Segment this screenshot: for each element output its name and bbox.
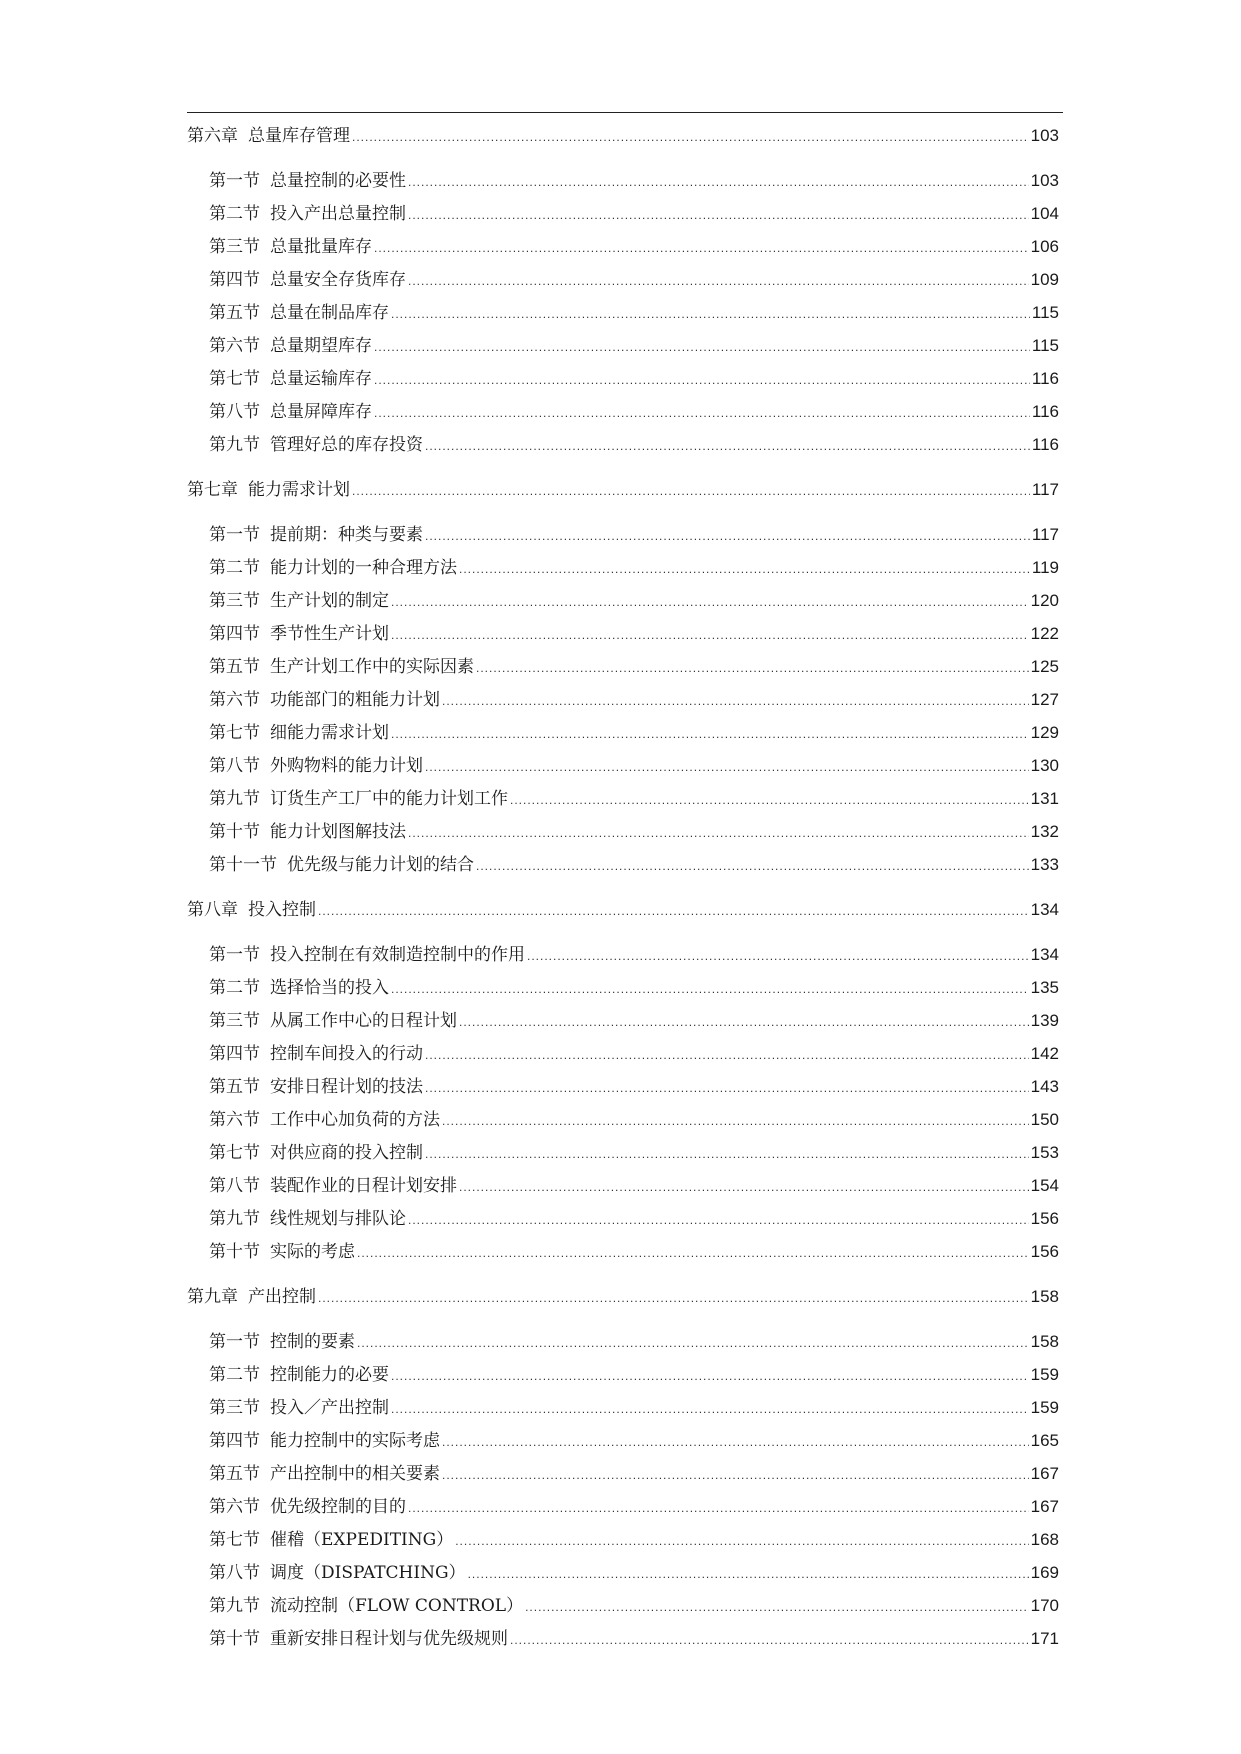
toc-section-entry[interactable]: [187, 782, 1063, 815]
toc-section-entry[interactable]: [187, 716, 1063, 749]
dot-leader: [408, 817, 1029, 850]
toc-section-entry[interactable]: [187, 1070, 1063, 1103]
toc-page-number: 167: [1030, 1497, 1059, 1516]
toc-entry-title: 优先级控制的目的: [270, 1497, 406, 1517]
toc-entry-number: 第八节: [209, 756, 260, 776]
toc-entry-label: [209, 618, 389, 651]
toc-entry-title: 线性规划与排队论: [270, 1209, 406, 1229]
toc-entry-label: [209, 1491, 406, 1524]
toc-entry-number: 第四节: [209, 270, 260, 290]
dot-leader: [357, 1327, 1029, 1360]
dot-leader: [391, 619, 1029, 652]
toc-section-entry[interactable]: [187, 1169, 1063, 1202]
toc-page-number: 115: [1031, 336, 1059, 355]
toc-page-number: 122: [1030, 624, 1059, 643]
toc-page-number: 117: [1031, 525, 1059, 544]
dot-leader: [357, 1237, 1029, 1270]
toc-entry-title: 总量屏障库存: [270, 402, 372, 422]
toc-chapter-entry[interactable]: [187, 1280, 1063, 1313]
toc-section-entry[interactable]: [187, 230, 1063, 263]
dot-leader: [352, 475, 1030, 508]
toc-entry-number: 第五节: [209, 657, 260, 677]
toc-entry-label: [209, 396, 372, 429]
toc-entry-number: 第九章: [187, 1287, 238, 1307]
toc-entry-number: 第七节: [209, 1530, 260, 1550]
toc-entry-number: 第七节: [209, 1143, 260, 1163]
dot-leader: [374, 232, 1029, 265]
toc-entry-title: 功能部门的粗能力计划: [270, 690, 440, 710]
toc-page-number: 134: [1030, 945, 1059, 964]
toc-entry-title: 总量控制的必要性: [270, 171, 406, 191]
dot-leader: [408, 166, 1029, 199]
toc-entry-label: [209, 1038, 423, 1071]
toc-section-entry[interactable]: [187, 1622, 1063, 1655]
dot-leader: [318, 895, 1029, 928]
toc-entry-label: [209, 198, 406, 231]
toc-entry-label: [209, 363, 372, 396]
dot-leader: [425, 1138, 1029, 1171]
toc-entry-title: 总量期望库存: [270, 336, 372, 356]
toc-entry-number: 第十节: [209, 1242, 260, 1262]
toc-entry-title: 从属工作中心的日程计划: [270, 1011, 457, 1031]
toc-entry-number: 第二节: [209, 978, 260, 998]
toc-entry-title: 催稽（EXPEDITING）: [270, 1530, 454, 1550]
toc-section-entry[interactable]: [187, 1136, 1063, 1169]
toc-page-number: 170: [1030, 1596, 1059, 1615]
dot-leader: [425, 520, 1030, 553]
toc-page-number: 135: [1030, 978, 1059, 997]
toc-entry-label: [209, 264, 406, 297]
toc-entry-title: 工作中心加负荷的方法: [270, 1110, 440, 1130]
toc-page-number: 115: [1031, 303, 1059, 322]
toc-entry-number: 第六节: [209, 1110, 260, 1130]
toc-entry-number: 第五节: [209, 1077, 260, 1097]
toc-page-number: 156: [1030, 1242, 1059, 1261]
toc-section-entry[interactable]: [187, 1523, 1063, 1556]
dot-leader: [455, 1525, 1028, 1558]
toc-page-number: 158: [1030, 1332, 1059, 1351]
toc-entry-number: 第七节: [209, 723, 260, 743]
dot-leader: [527, 940, 1029, 973]
toc-entry-title: 外购物料的能力计划: [270, 756, 423, 776]
toc-section-entry[interactable]: [187, 551, 1063, 584]
toc-page-number: 116: [1031, 402, 1059, 421]
toc-entry-label: [209, 1590, 523, 1623]
toc-entry-title: 投入控制: [248, 900, 316, 920]
dot-leader: [408, 1204, 1029, 1237]
header-rule: [187, 112, 1063, 113]
toc-entry-title: 选择恰当的投入: [270, 978, 389, 998]
toc-page-number: 167: [1030, 1464, 1059, 1483]
toc-entry-title: 总量运输库存: [270, 369, 372, 389]
toc-entry-label: [209, 1236, 355, 1269]
toc-entry-number: 第一节: [209, 525, 260, 545]
dot-leader: [525, 1591, 1029, 1624]
toc-entry-label: [187, 894, 316, 927]
toc-section-entry[interactable]: [187, 749, 1063, 782]
toc-entry-number: 第三节: [209, 591, 260, 611]
toc-page-number: 171: [1030, 1629, 1059, 1648]
toc-page-number: 129: [1030, 723, 1059, 742]
toc-entry-label: [209, 939, 525, 972]
toc-entry-label: [209, 717, 389, 750]
dot-leader: [408, 265, 1029, 298]
toc-entry-title: 重新安排日程计划与优先级规则: [270, 1629, 508, 1649]
toc-entry-label: [209, 1005, 457, 1038]
toc-section-entry[interactable]: [187, 164, 1063, 197]
toc-entry-title: 产出控制中的相关要素: [270, 1464, 440, 1484]
toc-entry-label: [209, 552, 457, 585]
toc-entry-title: 投入产出总量控制: [270, 204, 406, 224]
toc-section-entry[interactable]: [187, 1391, 1063, 1424]
toc-page-number: 130: [1030, 756, 1059, 775]
toc-page-number: 103: [1030, 126, 1059, 145]
toc-entry-title: 生产计划的制定: [270, 591, 389, 611]
toc-page-number: 154: [1030, 1176, 1059, 1195]
toc-entry-title: 调度（DISPATCHING）: [270, 1563, 466, 1583]
toc-entry-number: 第四节: [209, 1044, 260, 1064]
toc-entry-title: 对供应商的投入控制: [270, 1143, 423, 1163]
toc-section-entry[interactable]: [187, 683, 1063, 716]
toc-section-entry[interactable]: [187, 1037, 1063, 1070]
toc-entry-title: 能力计划的一种合理方法: [270, 558, 457, 578]
toc-entry-label: [209, 1458, 440, 1491]
toc-entry-title: 优先级与能力计划的结合: [287, 855, 474, 875]
toc-entry-number: 第九节: [209, 789, 260, 809]
toc-entry-number: 第四节: [209, 1431, 260, 1451]
toc-entry-title: 管理好总的库存投资: [270, 435, 423, 455]
toc-chapter-entry[interactable]: [187, 473, 1063, 506]
toc-entry-label: [209, 750, 423, 783]
toc-entry-label: [209, 1071, 423, 1104]
dot-leader: [352, 121, 1029, 154]
toc-page-number: 120: [1030, 591, 1059, 610]
dot-leader: [510, 784, 1029, 817]
toc-entry-number: 第十节: [209, 822, 260, 842]
toc-section-entry[interactable]: [187, 815, 1063, 848]
toc-section-entry[interactable]: [187, 1358, 1063, 1391]
toc-entry-number: 第五节: [209, 1464, 260, 1484]
dot-leader: [442, 1459, 1029, 1492]
toc-section-entry[interactable]: [187, 197, 1063, 230]
dot-leader: [442, 1105, 1029, 1138]
toc-entry-title: 总量在制品库存: [270, 303, 389, 323]
toc-entry-number: 第七章: [187, 480, 238, 500]
toc-entry-number: 第九节: [209, 1596, 260, 1616]
toc-entry-number: 第三节: [209, 1398, 260, 1418]
toc-section-entry[interactable]: [187, 1202, 1063, 1235]
toc-entry-label: [209, 585, 389, 618]
toc-entry-label: [209, 1137, 423, 1170]
toc-entry-number: 第二节: [209, 558, 260, 578]
toc-entry-number: 第八节: [209, 1176, 260, 1196]
toc-page-number: 106: [1030, 237, 1059, 256]
toc-page-number: 116: [1031, 435, 1059, 454]
toc-page-number: 150: [1030, 1110, 1059, 1129]
toc-entry-number: 第六节: [209, 336, 260, 356]
toc-entry-number: 第十节: [209, 1629, 260, 1649]
toc-entry-number: 第六节: [209, 690, 260, 710]
toc-entry-label: [209, 1326, 355, 1359]
toc-entry-number: 第二节: [209, 1365, 260, 1385]
toc-section-entry[interactable]: [187, 617, 1063, 650]
toc-page-number: 142: [1030, 1044, 1059, 1063]
toc-entry-label: [209, 519, 423, 552]
toc-page-number: 119: [1031, 558, 1059, 577]
toc-section-entry[interactable]: [187, 650, 1063, 683]
dot-leader: [459, 1006, 1029, 1039]
toc-entry-title: 能力需求计划: [248, 480, 350, 500]
toc-page-number: 158: [1030, 1287, 1059, 1306]
toc-entry-title: 能力计划图解技法: [270, 822, 406, 842]
dot-leader: [442, 685, 1029, 718]
dot-leader: [391, 718, 1029, 751]
toc-page-number: 131: [1030, 789, 1059, 808]
toc-entry-title: 实际的考虑: [270, 1242, 355, 1262]
toc-entry-number: 第九节: [209, 435, 260, 455]
dot-leader: [425, 430, 1030, 463]
toc-page-number: 116: [1031, 369, 1059, 388]
toc-entry-title: 总量库存管理: [248, 126, 350, 146]
toc-page-number: 156: [1030, 1209, 1059, 1228]
toc-entry-label: [187, 474, 350, 507]
dot-leader: [442, 1426, 1029, 1459]
toc-entry-number: 第八节: [209, 1563, 260, 1583]
dot-leader: [459, 1171, 1029, 1204]
toc-entry-number: 第五节: [209, 303, 260, 323]
toc-entry-title: 生产计划工作中的实际因素: [270, 657, 474, 677]
dot-leader: [374, 331, 1030, 364]
toc-entry-number: 第三节: [209, 237, 260, 257]
dot-leader: [391, 586, 1029, 619]
dot-leader: [476, 850, 1029, 883]
toc-page-number: 104: [1030, 204, 1059, 223]
toc-section-entry[interactable]: [187, 938, 1063, 971]
toc-entry-label: [209, 1392, 389, 1425]
toc-section-entry[interactable]: [187, 296, 1063, 329]
toc-entry-label: [209, 816, 406, 849]
dot-leader: [510, 1624, 1029, 1657]
toc-entry-title: 控制的要素: [270, 1332, 355, 1352]
dot-leader: [318, 1282, 1029, 1315]
dot-leader: [459, 553, 1030, 586]
toc-section-entry[interactable]: [187, 971, 1063, 1004]
toc-entry-label: [209, 1425, 440, 1458]
toc-section-entry[interactable]: [187, 1457, 1063, 1490]
dot-leader: [408, 1492, 1029, 1525]
toc-entry-label: [209, 783, 508, 816]
toc-entry-title: 产出控制: [248, 1287, 316, 1307]
dot-leader: [391, 973, 1029, 1006]
toc-entry-label: [209, 1623, 508, 1656]
dot-leader: [468, 1558, 1029, 1591]
dot-leader: [425, 1039, 1029, 1072]
toc-entry-title: 控制能力的必要: [270, 1365, 389, 1385]
dot-leader: [391, 1360, 1029, 1393]
toc-entry-label: [209, 429, 423, 462]
toc-page-number: 109: [1030, 270, 1059, 289]
toc-section-entry[interactable]: [187, 1103, 1063, 1136]
toc-page-number: 153: [1030, 1143, 1059, 1162]
toc-entry-title: 安排日程计划的技法: [270, 1077, 423, 1097]
toc-page-number: 159: [1030, 1365, 1059, 1384]
toc-section-entry[interactable]: [187, 263, 1063, 296]
toc-page-number: 125: [1030, 657, 1059, 676]
toc-entry-label: [209, 297, 389, 330]
dot-leader: [391, 1393, 1029, 1426]
toc-entry-title: 能力控制中的实际考虑: [270, 1431, 440, 1451]
toc-section-entry[interactable]: [187, 848, 1063, 881]
toc-entry-number: 第三节: [209, 1011, 260, 1031]
toc-entry-title: 季节性生产计划: [270, 624, 389, 644]
dot-leader: [425, 1072, 1029, 1105]
toc-section-entry[interactable]: [187, 362, 1063, 395]
toc-entry-number: 第六章: [187, 126, 238, 146]
toc-entry-label: [209, 972, 389, 1005]
toc-entry-label: [209, 1557, 466, 1590]
toc-entry-label: [209, 651, 474, 684]
toc-entry-number: 第一节: [209, 1332, 260, 1352]
toc-entry-number: 第一节: [209, 171, 260, 191]
table-of-contents: [187, 119, 1063, 1655]
toc-entry-title: 总量批量库存: [270, 237, 372, 257]
toc-chapter-entry[interactable]: [187, 119, 1063, 152]
toc-section-entry[interactable]: [187, 1235, 1063, 1268]
toc-section-entry[interactable]: [187, 428, 1063, 461]
toc-page-number: 134: [1030, 900, 1059, 919]
dot-leader: [374, 364, 1030, 397]
toc-section-entry[interactable]: [187, 1004, 1063, 1037]
toc-entry-label: [209, 684, 440, 717]
dot-leader: [476, 652, 1029, 685]
toc-entry-number: 第八章: [187, 900, 238, 920]
toc-page-number: 117: [1031, 480, 1059, 499]
toc-entry-label: [209, 165, 406, 198]
toc-entry-title: 控制车间投入的行动: [270, 1044, 423, 1064]
toc-section-entry[interactable]: [187, 1424, 1063, 1457]
toc-entry-number: 第一节: [209, 945, 260, 965]
toc-entry-label: [187, 120, 350, 153]
toc-entry-number: 第八节: [209, 402, 260, 422]
toc-entry-label: [209, 1104, 440, 1137]
toc-page-number: 159: [1030, 1398, 1059, 1417]
toc-section-entry[interactable]: [187, 1556, 1063, 1589]
toc-entry-number: 第七节: [209, 369, 260, 389]
toc-entry-label: [209, 330, 372, 363]
toc-entry-label: [209, 1203, 406, 1236]
toc-entry-title: 流动控制（FLOW CONTROL）: [270, 1596, 524, 1616]
toc-entry-title: 细能力需求计划: [270, 723, 389, 743]
toc-page-number: 143: [1030, 1077, 1059, 1096]
toc-page-number: 133: [1030, 855, 1059, 874]
toc-entry-title: 投入／产出控制: [270, 1398, 389, 1418]
toc-page-number: 103: [1030, 171, 1059, 190]
toc-section-entry[interactable]: [187, 1589, 1063, 1622]
toc-entry-label: [187, 1281, 316, 1314]
dot-leader: [374, 397, 1030, 430]
toc-entry-title: 订货生产工厂中的能力计划工作: [270, 789, 508, 809]
toc-entry-number: 第二节: [209, 204, 260, 224]
toc-entry-number: 第四节: [209, 624, 260, 644]
toc-page-number: 165: [1030, 1431, 1059, 1450]
toc-page: [187, 112, 1063, 1655]
toc-section-entry[interactable]: [187, 395, 1063, 428]
toc-entry-number: 第九节: [209, 1209, 260, 1229]
toc-entry-title: 提前期：种类与要素: [270, 525, 423, 545]
dot-leader: [425, 751, 1029, 784]
toc-entry-label: [209, 1524, 453, 1557]
toc-page-number: 127: [1030, 690, 1059, 709]
toc-entry-label: [209, 1359, 389, 1392]
toc-section-entry[interactable]: [187, 1490, 1063, 1523]
toc-entry-label: [209, 1170, 457, 1203]
toc-entry-label: [209, 849, 474, 882]
toc-entry-number: 第十一节: [209, 855, 277, 875]
toc-entry-title: 装配作业的日程计划安排: [270, 1176, 457, 1196]
toc-page-number: 168: [1030, 1530, 1059, 1549]
toc-page-number: 132: [1030, 822, 1059, 841]
toc-section-entry[interactable]: [187, 518, 1063, 551]
dot-leader: [408, 199, 1029, 232]
toc-entry-number: 第六节: [209, 1497, 260, 1517]
toc-page-number: 169: [1030, 1563, 1059, 1582]
toc-entry-label: [209, 231, 372, 264]
toc-entry-title: 总量安全存货库存: [270, 270, 406, 290]
toc-section-entry[interactable]: [187, 1325, 1063, 1358]
toc-chapter-entry[interactable]: [187, 893, 1063, 926]
toc-section-entry[interactable]: [187, 584, 1063, 617]
toc-page-number: 139: [1030, 1011, 1059, 1030]
toc-section-entry[interactable]: [187, 329, 1063, 362]
dot-leader: [391, 298, 1030, 331]
toc-entry-title: 投入控制在有效制造控制中的作用: [270, 945, 525, 965]
